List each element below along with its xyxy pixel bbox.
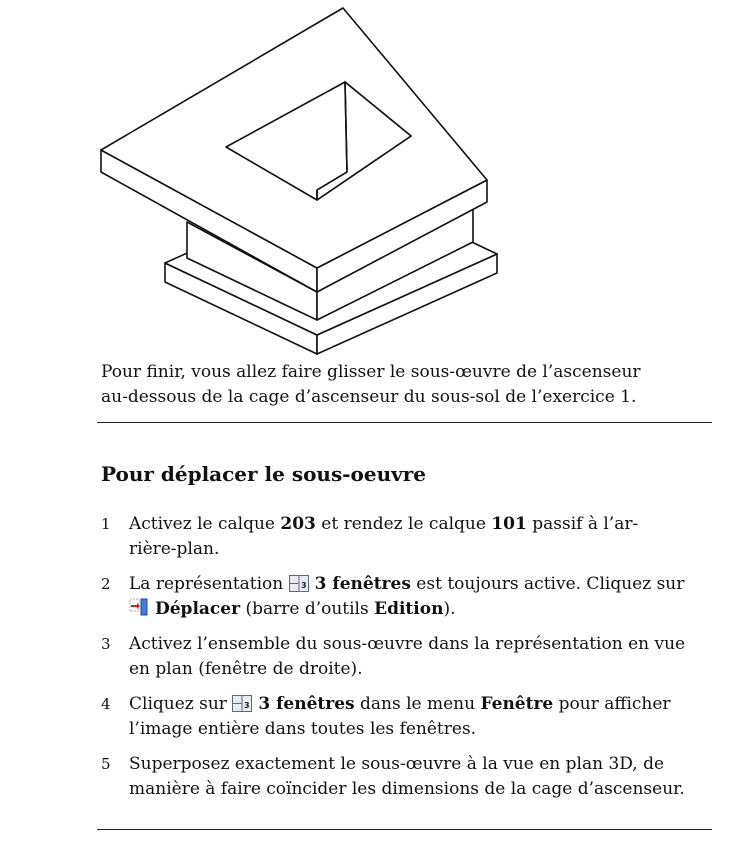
step-number: 5 (101, 755, 111, 773)
section-divider-bottom (97, 829, 712, 830)
step-text: La représentation 3 3 fenêtres est toujours active. Cliquez sur Déplacer (barre d’outils Edition). (129, 574, 685, 619)
svg-text:3: 3 (300, 581, 307, 590)
isometric-elevator-pit-illustration (90, 0, 510, 360)
step-number: 1 (101, 515, 111, 533)
intro-line: au-dessous de la cage d’ascenseur du sous-sol de l’exercice 1. (101, 387, 637, 407)
step-number: 3 (101, 635, 111, 653)
step-text: Cliquez sur 3 3 fenêtres dans le menu Fenêtre pour afficher l’image entière dans toutes les fenêtres. (129, 694, 671, 739)
three-windows-icon (289, 575, 309, 592)
step-text: Activez l’ensemble du sous-œuvre dans la représentation en vue en plan (fenêtre de droite). (129, 634, 686, 679)
steps-list (97, 512, 712, 812)
step-number: 4 (101, 695, 111, 713)
step-text: Activez le calque 203 et rendez le calque 101 passif à l’ar- rière-plan. (129, 514, 639, 559)
list-item (97, 512, 712, 562)
section-heading: Pour déplacer le sous-oeuvre (101, 462, 427, 486)
list-item (97, 752, 712, 802)
step-text: Superposez exactement le sous-œuvre à la vue en plan 3D, de manière à faire coïncider les dimensions de la cage d’ascenseur. (129, 754, 685, 799)
svg-text:3: 3 (244, 701, 250, 710)
three-windows-icon (232, 695, 252, 712)
move-icon (129, 597, 149, 617)
step-number: 2 (101, 575, 111, 593)
section-divider-top (97, 422, 712, 423)
intro-line: Pour finir, vous allez faire glisser le sous-œuvre de l’ascenseur (101, 362, 641, 382)
list-item (97, 692, 712, 742)
list-item (97, 632, 712, 682)
intro-paragraph (101, 360, 711, 410)
list-item (97, 572, 712, 622)
